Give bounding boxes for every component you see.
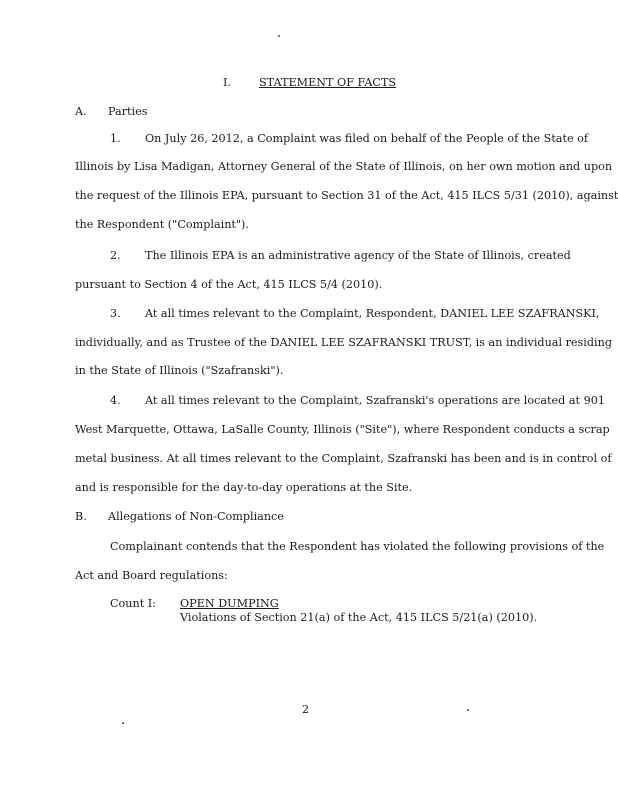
paragraph-number: 3. (110, 307, 121, 320)
paragraph-number: 1. (110, 132, 121, 145)
paragraph-line: in the State of Illinois ("Szafranski"). (75, 364, 284, 377)
paragraph-line: the request of the Illinois EPA, pursuant to Section 31 of the Act, 415 ILCS 5/31 (2010), against (75, 189, 618, 202)
contention-line: Act and Board regulations: (75, 569, 228, 582)
scan-speck (278, 35, 280, 37)
paragraph-line: individually, and as Trustee of the DANIEL LEE SZAFRANSKI TRUST, is an individual residing (75, 336, 612, 349)
count-label: Count I: (110, 597, 156, 610)
paragraph-line: West Marquette, Ottawa, LaSalle County, Illinois ("Site"), where Respondent conducts a scrap (75, 423, 610, 436)
paragraph-line: pursuant to Section 4 of the Act, 415 ILCS 5/4 (2010). (75, 278, 383, 291)
paragraph-line: Illinois by Lisa Madigan, Attorney General of the State of Illinois, on her own motion and upon (75, 160, 613, 173)
subsection-a-title: Parties (108, 105, 148, 118)
paragraph-number: 4. (110, 394, 121, 407)
section-title: STATEMENT OF FACTS (259, 76, 397, 89)
paragraph-line: the Respondent ("Complaint"). (75, 218, 249, 231)
page-number: 2 (302, 703, 310, 716)
subsection-a-letter: A. (75, 105, 87, 118)
count-description: Violations of Section 21(a) of the Act, 415 ILCS 5/21(a) (2010). (180, 611, 538, 624)
scan-speck (122, 722, 124, 724)
scan-speck (467, 709, 469, 711)
count-title: OPEN DUMPING (180, 597, 279, 610)
paragraph-line: and is responsible for the day-to-day operations at the Site. (75, 481, 413, 494)
paragraph-line: At all times relevant to the Complaint, Respondent, DANIEL LEE SZAFRANSKI, (145, 307, 600, 320)
paragraph-number: 2. (110, 249, 121, 262)
subsection-b-letter: B. (75, 510, 87, 523)
paragraph-line: On July 26, 2012, a Complaint was filed on behalf of the People of the State of (145, 132, 589, 145)
paragraph-line: The Illinois EPA is an administrative agency of the State of Illinois, created (145, 249, 571, 262)
paragraph-line: At all times relevant to the Complaint, Szafranski's operations are located at 901 (145, 394, 605, 407)
paragraph-line: metal business. At all times relevant to the Complaint, Szafranski has been and is in control of (75, 452, 612, 465)
contention-line: Complainant contends that the Respondent has violated the following provisions of the (110, 540, 605, 553)
section-number: I. (223, 76, 231, 89)
subsection-b-title: Allegations of Non-Compliance (108, 510, 284, 523)
